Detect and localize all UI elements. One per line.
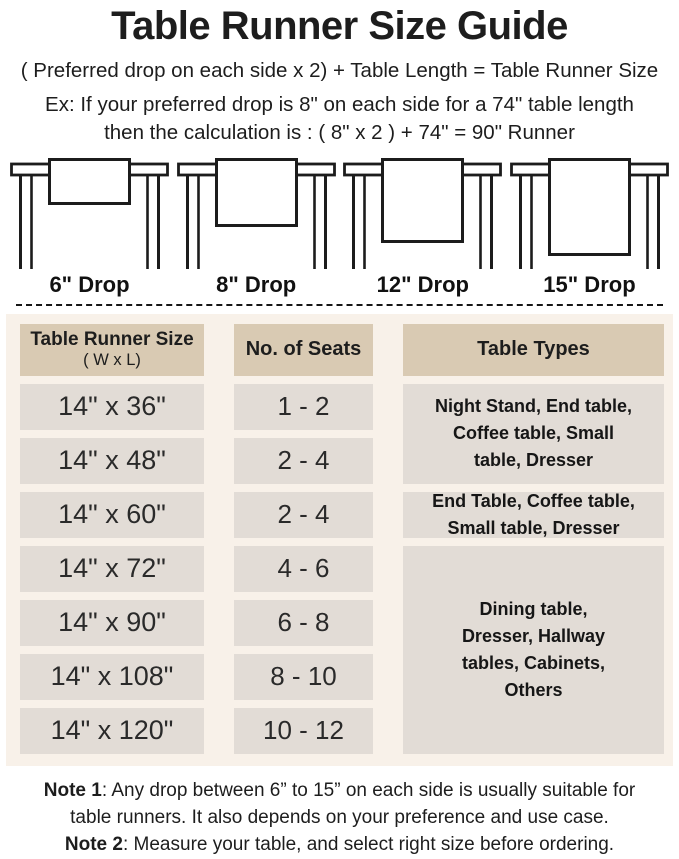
note-1-line-1 (0, 778, 679, 805)
table-drawing-icon (508, 157, 671, 269)
table-types-cell (403, 546, 664, 754)
seats-cell: 6 - 8 (234, 600, 373, 646)
table-types-line: Night Stand, End table, (435, 396, 632, 417)
table-drawing-icon (8, 157, 171, 269)
page-title: Table Runner Size Guide (111, 4, 568, 48)
notes (0, 778, 679, 859)
table-types-line: table, Dresser (473, 450, 594, 471)
runner-size-cell: 14" x 90" (20, 600, 204, 646)
table-runner-illustration-12in (341, 157, 504, 298)
drop-illustrations-row (0, 149, 679, 298)
table-types-line: Dresser, Hallway (461, 625, 606, 646)
runner (383, 159, 463, 241)
runner-size-cell: 14" x 48" (20, 438, 204, 484)
drop-label: 6" Drop (49, 271, 130, 297)
seats-cell: 2 - 4 (234, 492, 373, 538)
table-runner-illustration-15in (508, 157, 671, 298)
table-types-line: Dining table, (479, 598, 588, 619)
runner-size-cell: 14" x 72" (20, 546, 204, 592)
table-runner-illustration-6in (8, 157, 171, 298)
table-types-line: Coffee table, Small (452, 423, 615, 444)
example-line-2: then the calculation is : ( 8" x 2 ) + 74" = 90" Runner (104, 121, 575, 145)
runner (216, 159, 296, 225)
drop-label: 12" Drop (376, 271, 469, 297)
table-types-line: tables, Cabinets, (461, 652, 606, 673)
header-no-of-seats: No. of Seats (234, 324, 373, 376)
note-2-label: Note 2 (64, 833, 123, 855)
seats-cell: 2 - 4 (234, 438, 373, 484)
seats-cell: 4 - 6 (234, 546, 373, 592)
note-2-text: : Measure your table, and select right size before ordering. (122, 833, 615, 855)
seats-cell: 8 - 10 (234, 654, 373, 700)
header-runner-size-title: Table Runner Size (30, 329, 194, 351)
header-table-types: Table Types (403, 324, 664, 376)
table-types-cell (403, 492, 664, 538)
table-runner-illustration-8in (175, 157, 338, 298)
table-types-line: End Table, Coffee table, (432, 490, 635, 511)
formula-line: ( Preferred drop on each side x 2) + Table Length = Table Runner Size (20, 59, 659, 82)
note-1-text: : Any drop between 6” to 15” on each side is usually suitable for (101, 779, 636, 801)
note-1-line-2: table runners. It also depends on your preference and use case. (70, 806, 609, 828)
seats-cell: 10 - 12 (234, 708, 373, 754)
header-runner-size (20, 324, 204, 376)
runner (50, 159, 130, 203)
table-drawing-icon (341, 157, 504, 269)
runner-size-cell: 14" x 108" (20, 654, 204, 700)
table-types-cell (403, 384, 664, 484)
size-guide-page (0, 4, 679, 855)
example-line-1: Ex: If your preferred drop is 8" on each side for a 74" table length (45, 92, 634, 116)
size-table (6, 314, 673, 766)
note-2-line (0, 832, 679, 859)
runner-size-cell: 14" x 60" (20, 492, 204, 538)
header-runner-size-sub: ( W x L) (83, 351, 141, 370)
runner-size-cell: 14" x 120" (20, 708, 204, 754)
runner-size-cell: 14" x 36" (20, 384, 204, 430)
dashed-divider (16, 304, 663, 306)
runner (549, 159, 629, 254)
note-1-label: Note 1 (43, 779, 102, 801)
drop-label: 8" Drop (216, 271, 297, 297)
table-types-line: Others (504, 679, 563, 700)
drop-label: 15" Drop (543, 271, 636, 297)
seats-cell: 1 - 2 (234, 384, 373, 430)
table-drawing-icon (175, 157, 338, 269)
table-types-line: Small table, Dresser (447, 517, 620, 538)
